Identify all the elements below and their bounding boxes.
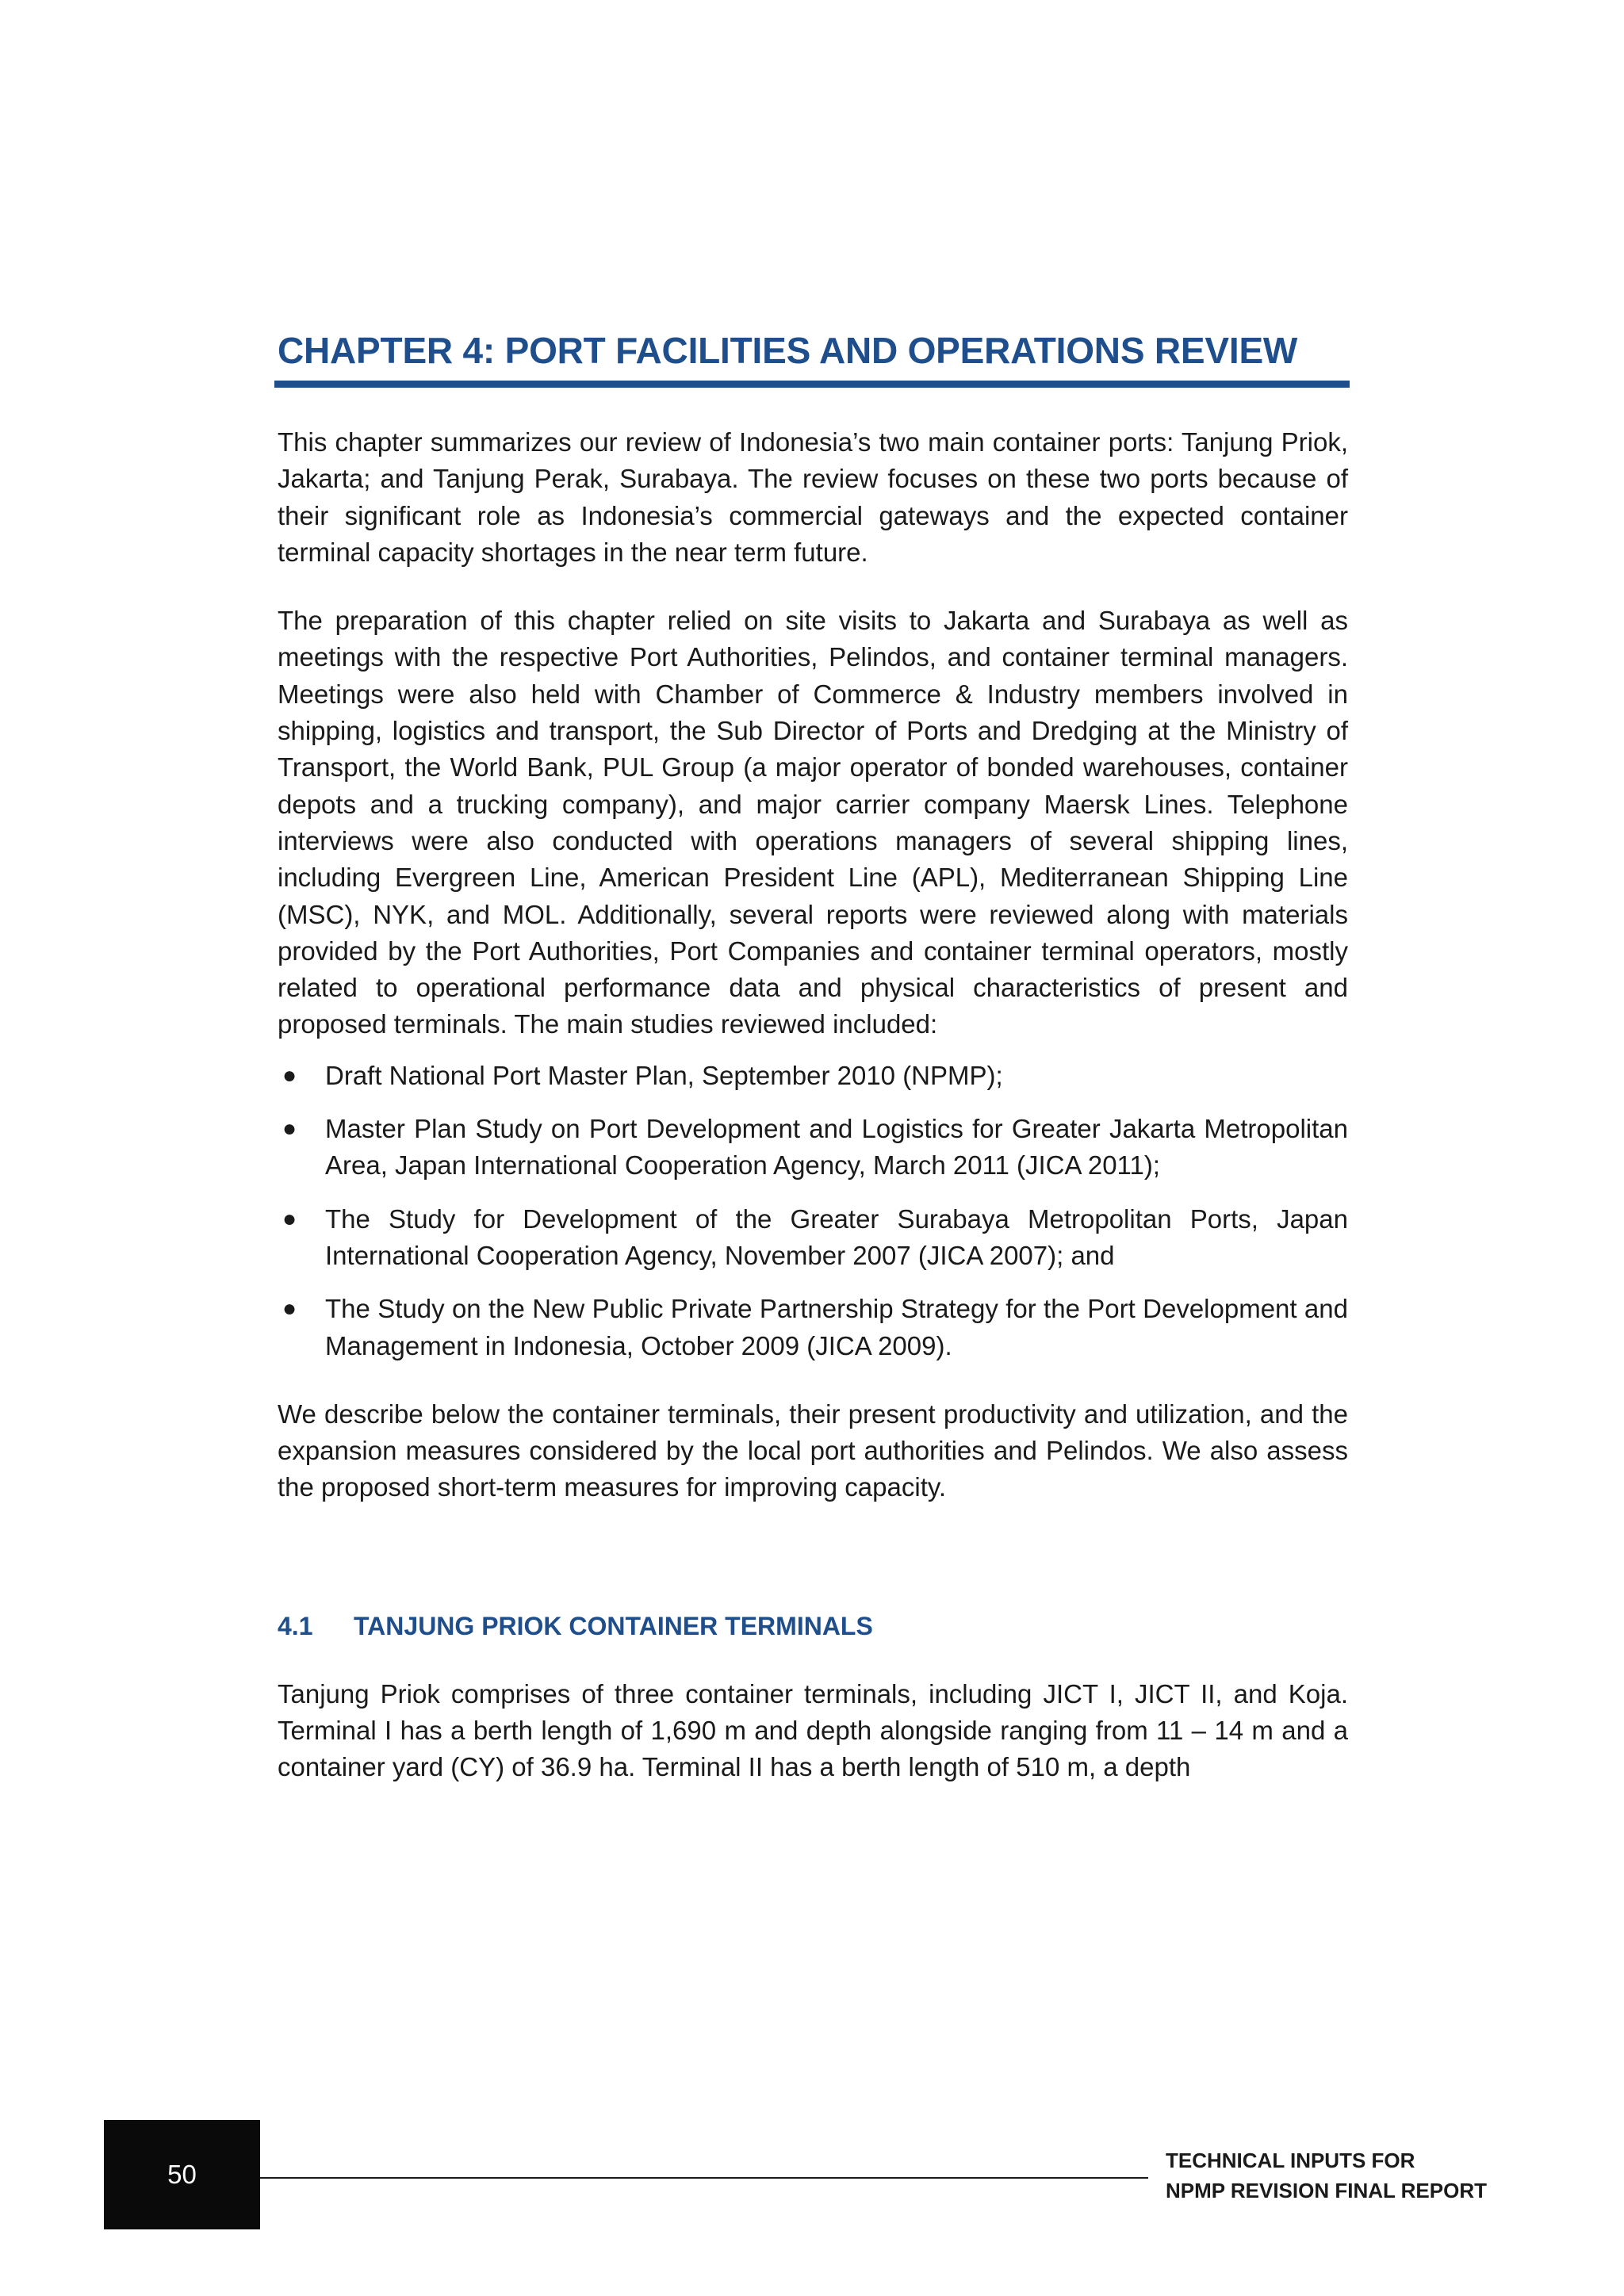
intro-paragraph-1: This chapter summarizes our review of Indonesia’s two main container ports: Tanjung Priok, Jakarta; and Tanjung Perak, Surabaya. The review focuses on these two ports because of their significant role as Indonesia’s commercial gateways and the expected container terminal capacity shortages in the near term future.: [278, 427, 1348, 567]
list-item: [278, 1291, 1348, 1364]
list-item-text: The Study on the New Public Private Partnership Strategy for the Port Development and Management in Indonesia, October 2009 (JICA 2009).: [325, 1294, 1348, 1360]
list-item-text: Master Plan Study on Port Development and Logistics for Greater Jakarta Metropolitan Area, Japan International Cooperation Agency, March 2011 (JICA 2011);: [325, 1114, 1348, 1181]
section-paragraph-1: Tanjung Priok comprises of three container terminals, including JICT I, JICT II, and Koja. Terminal I has a berth length of 1,690 m and depth alongside ranging from 11 – 14 m and a container yard (CY) of 36.9 ha. Terminal II has a berth length of 510 m, a depth: [278, 1678, 1348, 1782]
bullet-icon: ●: [282, 1062, 297, 1089]
footer-report-title: [1166, 2145, 1487, 2206]
section-heading: [278, 1608, 1348, 1644]
page-number: 50: [167, 2160, 197, 2189]
bullet-icon: ●: [282, 1205, 297, 1232]
list-item: [278, 1111, 1348, 1184]
list-item-text: The Study for Development of the Greater Surabaya Metropolitan Ports, Japan International Cooperation Agency, November 2007 (JICA 2007); and: [325, 1203, 1348, 1270]
intro-paragraph-3: We describe below the container terminals, their present productivity and utilization, and the expansion measures considered by the local port authorities and Pelindos. We also assess the proposed short-term measures for improving capacity.: [278, 1399, 1348, 1502]
bullet-icon: ●: [282, 1295, 297, 1322]
footer-rule: [260, 2177, 1148, 2179]
footer-line-1: TECHNICAL INPUTS FOR: [1166, 2149, 1415, 2172]
page-number-box: [104, 2120, 260, 2229]
title-underline: [274, 381, 1350, 388]
intro-paragraph-2: The preparation of this chapter relied on site visits to Jakarta and Surabaya as well as meetings with the respective Port Authorities, Pelindos, and container terminal managers. Meetings were also held with Chamber of Commerce & Industry members involved in shipping, logistics and transport, the Sub Director of Ports and Dredging at the Ministry of Transport, the World Bank, PUL Group (a major operator of bonded warehouses, container depots and a trucking company), and major carrier company Maersk Lines. Telephone interviews were also conducted with operations managers of several shipping lines, including Evergreen Line, American President Line (APL), Mediterranean Shipping Line (MSC), NYK, and MOL. Additionally, several reports were reviewed along with materials provided by the Port Authorities, Port Companies and container terminal operators, mostly related to operational performance data and physical characteristics of present and proposed terminals. The main studies reviewed included:: [278, 606, 1348, 1039]
page-content: [278, 325, 1348, 1786]
list-item-text: Draft National Port Master Plan, September 2010 (NPMP);: [325, 1060, 1003, 1090]
chapter-title: CHAPTER 4: PORT FACILITIES AND OPERATIONS REVIEW: [278, 330, 1298, 371]
footer-line-2: NPMP REVISION FINAL REPORT: [1166, 2179, 1487, 2202]
list-item: [278, 1058, 1348, 1094]
section-number: 4.1: [278, 1611, 313, 1640]
bullet-icon: ●: [282, 1115, 297, 1142]
list-item: [278, 1201, 1348, 1275]
section-title: TANJUNG PRIOK CONTAINER TERMINALS: [354, 1611, 873, 1640]
studies-list: [278, 1058, 1348, 1364]
